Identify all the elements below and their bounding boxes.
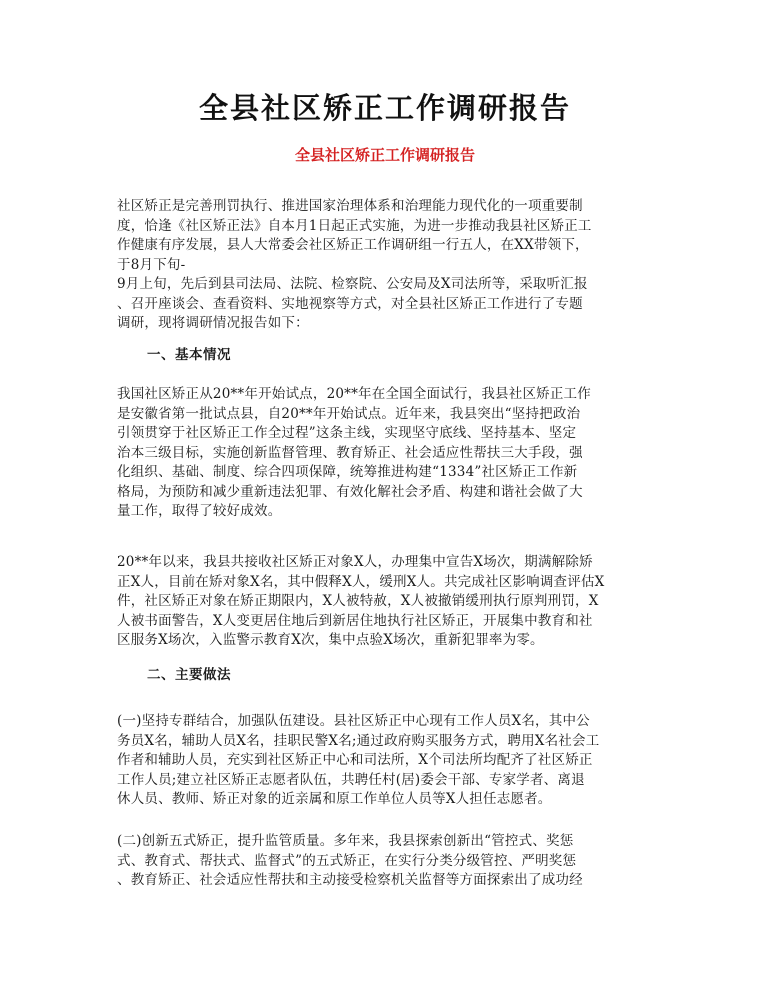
text-line: 人被书面警告，X人变更居住地后到新居住地执行社区矫正，开展集中教育和社	[117, 612, 593, 629]
document-subtitle: 全县社区矫正工作调研报告	[294, 146, 475, 164]
text-line: 务员X名，辅助人员X名，挂职民警X名;通过政府购买服务方式，聘用X名社会工	[117, 732, 600, 749]
intro-paragraph	[117, 197, 655, 334]
text-line: 正X人，目前在矫对象X名，其中假释X人，缓刑X人。共完成社区影响调查评估X	[117, 573, 605, 590]
text-line: 20**年以来，我县共接收社区矫正对象X人，办理集中宣告X场次，期满解除矫	[117, 554, 593, 570]
text-line: 作健康有序发展，县人大常委会社区矫正工作调研组一行五人，在XX带领下，	[117, 237, 589, 253]
document-title: 全县社区矫正工作调研报告	[198, 91, 571, 125]
text-line: 社区矫正是完善刑罚执行、推进国家治理体系和治理能力现代化的一项重要制	[117, 198, 583, 214]
text-line: 是安徽省第一批试点县，自20**年开始试点。近年来，我县突出“坚持把政治	[117, 405, 581, 422]
text-line: 、召开座谈会、查看资料、实地视察等方式，对全县社区矫正工作进行了专题	[117, 295, 583, 312]
text-line: 格局，为预防和减少重新违法犯罪、有效化解社会矛盾、构建和谐社会做了大	[117, 483, 583, 500]
text-line: 件，社区矫正对象在矫正期限内，X人被特赦，X人被撤销缓刑执行原判刑罚，X	[117, 593, 599, 609]
text-line: 化组织、基础、制度、综合四项保障，统筹推进构建“1334”社区矫正工作新	[117, 464, 578, 480]
text-line: 于8月下旬-	[117, 256, 186, 273]
section-heading-main-practices: 二、主要做法	[147, 667, 231, 683]
main-practices-paragraph-1	[117, 712, 655, 810]
text-line: 调研，现将调研情况报告如下：	[117, 315, 309, 331]
section-heading-basic-situation: 一、基本情况	[147, 347, 231, 363]
text-line: 量工作，取得了较好成效。	[117, 503, 282, 519]
text-line: 治本三级目标，实施创新监督管理、教育矫正、社会适应性帮扶三大手段，强	[117, 444, 583, 461]
text-line: (一)坚持专群结合，加强队伍建设。县社区矫正中心现有工作人员X名，其中公	[117, 713, 590, 729]
text-line: 作者和辅助人员，充实到社区矫正中心和司法所，X个司法所均配齐了社区矫正	[117, 752, 593, 768]
text-line: 式、教育式、帮扶式、监督式”的五式矫正，在实行分类分级管控、严明奖惩	[117, 852, 577, 869]
basic-situation-paragraph-1	[117, 385, 655, 522]
basic-situation-paragraph-2	[117, 553, 655, 651]
text-line: 、教育矫正、社会适应性帮扶和主动接受检察机关监督等方面探索出了成功经	[117, 872, 583, 888]
text-line: (二)创新五式矫正，提升监管质量。多年来，我县探索创新出“管控式、奖惩	[117, 833, 574, 849]
main-practices-paragraph-2	[117, 832, 655, 891]
text-line: 引领贯穿于社区矫正工作全过程”这条主线，实现坚守底线、坚持基本、坚定	[117, 425, 577, 441]
text-line: 度，恰逢《社区矫正法》自本月1日起正式实施，为进一步推动我县社区矫正工	[117, 217, 592, 234]
text-line: 区服务X场次，入监警示教育X次，集中点验X场次，重新犯罪率为零。	[117, 632, 544, 648]
text-line: 我国社区矫正从20**年开始试点，20**年在全国全面试行，我县社区矫正工作	[117, 386, 591, 402]
text-line: 休人员、教师、矫正对象的近亲属和原工作单位人员等X人担任志愿者。	[117, 791, 552, 807]
text-line: 9月上旬，先后到县司法局、法院、检察院、公安局及X司法所等，采取听汇报	[117, 276, 588, 292]
text-line: 工作人员;建立社区矫正志愿者队伍，共聘任村(居)委会干部、专家学者、离退	[117, 771, 585, 788]
